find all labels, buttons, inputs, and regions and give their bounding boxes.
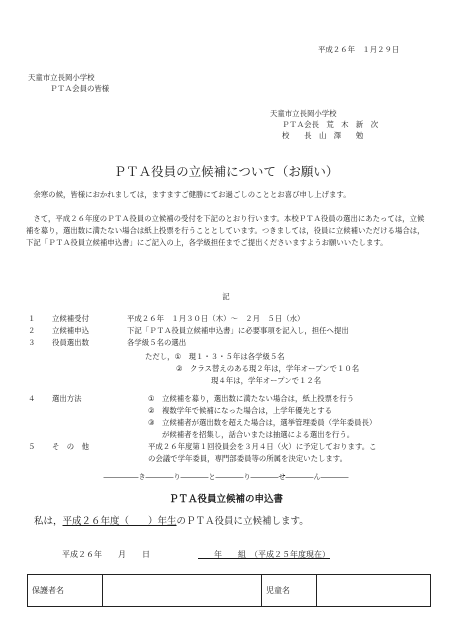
item-label: そ の 他 bbox=[52, 442, 89, 451]
recipient-school: 天童市立長岡小学校 bbox=[28, 73, 95, 82]
item-4-line: ② 複数学年で候補になった場合は，上学年優先とする bbox=[148, 406, 333, 415]
signature-table bbox=[27, 574, 431, 607]
guardian-label: 保護者名 bbox=[28, 575, 103, 607]
guardian-name-field[interactable] bbox=[103, 575, 262, 607]
item-label: 立候補申込 bbox=[52, 326, 89, 335]
sender-pta-chair: ＰＴＡ会長 荒 木 新 次 bbox=[282, 120, 379, 129]
recipient-group: ＰＴＡ会員の皆様 bbox=[50, 84, 110, 93]
document-date: 平成２６年 １月２９日 bbox=[318, 45, 400, 54]
item-text: 平成２６年 １月３０日（木）～ ２月 ５日（水） bbox=[127, 314, 305, 323]
form-class[interactable]: 年 組 （平成２５年度現在） bbox=[198, 550, 330, 559]
item-number: ４ bbox=[28, 394, 36, 403]
grade-blank[interactable]: 平成２６年度（ ）年生 bbox=[62, 516, 177, 527]
sender-principal: 校 長 山 澤 勉 bbox=[282, 131, 364, 140]
item-text: 下記「ＰＴＡ役員立候補申込書」に必要事項を記入し，担任へ提出 bbox=[127, 326, 349, 335]
child-name-field[interactable] bbox=[317, 575, 431, 607]
item-5-line: の会議で学年委員，専門部委員等の所属を決定いたします。 bbox=[148, 454, 347, 463]
item-3-sub-line: 現４年は，学年オープンで１２名 bbox=[211, 376, 322, 385]
statement-prefix: 私は， bbox=[34, 516, 63, 527]
cut-line: ―――――き――――り――――と――――り――――せ――――ん―――― bbox=[103, 473, 349, 481]
item-label: 立候補受付 bbox=[52, 314, 89, 323]
sender-school: 天童市立長岡小学校 bbox=[270, 109, 337, 118]
child-label: 児童名 bbox=[262, 575, 317, 607]
intro-greeting: 余寒の候，皆様におかれましては，ますますご健勝にてお過ごしのこととお喜び申し上げます。 bbox=[33, 190, 351, 199]
form-statement bbox=[34, 515, 309, 528]
item-number: １ bbox=[28, 314, 36, 323]
statement-suffix: のＰＴＡ役員に立候補します。 bbox=[176, 516, 309, 527]
item-4-line: ③ 立候補者が選出数を超えた場合は，選挙管理委員（学年委員長） bbox=[148, 418, 377, 427]
intro-body: さて，平成２６年度のＰＴＡ役員の立候補の受付を下記のとおり行います。本校ＰＴＡ役員の選出にあたっては，立候補を募り，選出数に満たない場合は紙上投票を行うこととしています。つきましては，役員に立候補いただける場合は，下記「ＰＴＡ役員立候補申込書」にご記入の上，各学級担任までご提出くださいますようお願いいたします。 bbox=[26, 214, 425, 247]
item-3-sub-line: ② クラス替えのある現２年は，学年オープンで１０名 bbox=[176, 364, 360, 373]
form-date[interactable]: 平成２６年 月 日 bbox=[62, 550, 150, 559]
item-text: 各学級５名の選出 bbox=[127, 338, 187, 347]
item-label: 役員選出数 bbox=[52, 338, 89, 347]
item-label: 選出方法 bbox=[52, 394, 82, 403]
item-number: ３ bbox=[28, 338, 36, 347]
item-4-line: が候補者を招集し，話合いまたは抽選による選出を行う。 bbox=[162, 430, 355, 439]
item-4-line: ① 立候補を募り，選出数に満たない場合は，紙上投票を行う bbox=[148, 394, 355, 403]
form-title: ＰＴＡ役員立候補の申込書 bbox=[168, 494, 283, 505]
ki-heading: 記 bbox=[222, 292, 230, 301]
item-5-line: 平成２６年度第１回役員会を３月４日（火）に予定しております。こ bbox=[148, 442, 377, 451]
item-number: ２ bbox=[28, 326, 36, 335]
document-title: ＰＴＡ役員の立候補について（お願い） bbox=[113, 164, 339, 179]
item-3-sub-line: ただし，① 現１・３・５年は各学級５名 bbox=[145, 352, 285, 361]
item-number: ５ bbox=[28, 442, 36, 451]
